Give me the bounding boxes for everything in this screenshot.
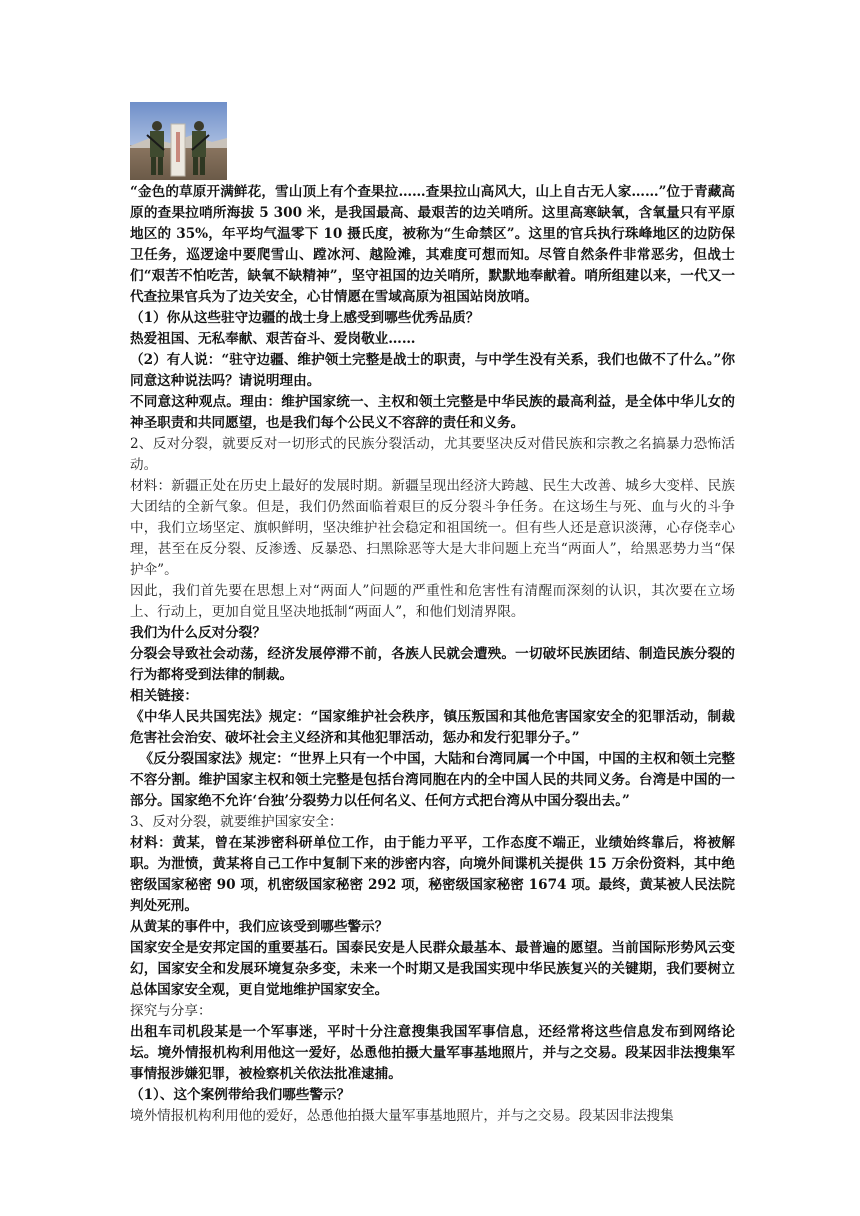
- document-body: [130, 102, 735, 1127]
- answer-why-oppose: 分裂会导致社会动荡，经济发展停滞不前，各族人民就会遭殃。一切破坏民族团结、制造民族分裂的行为都将受到法律的制裁。: [130, 646, 735, 683]
- explore-share-heading: 探究与分享：: [130, 1003, 212, 1019]
- anti-secession-law-quote: 《反分裂国家法》规定：“世界上只有一个中国，大陆和台湾同属一个中国，中国的主权和领土完整不容分割。维护国家主权和领土完整是包括台湾同胞在内的全中国人民的共同义务。台湾是中国的一部分。国家绝不允许‘台独’分裂势力以任何名义、任何方式把台湾从中国分裂出去。”: [130, 751, 735, 809]
- huang-material: 材料：黄某，曾在某涉密科研单位工作，由于能力平平，工作态度不端正，业绩始终靠后，将被解职。为泄愤，黄某将自己工作中复制下来的涉密内容，向境外间谍机关提供 15 万余份资料，其中绝密级国家秘密 90 项，机密级国家秘密 292 项，秘密级国家秘密 1674 项。最终，黄某被人民法院判处死刑。: [130, 835, 735, 914]
- two-faced-paragraph: 因此，我们首先要在思想上对“两面人”问题的严重性和危害性有清醒而深刻的认识，其次要在立场上、行动上，更加自觉且坚决地抵制“两面人”，和他们划清界限。: [130, 583, 735, 620]
- question-1: （1）你从这些驻守边疆的战士身上感受到哪些优秀品质？: [130, 310, 480, 326]
- answer-2: 不同意这种观点。理由：维护国家统一、主权和领土完整是中华民族的最高利益，是全体中华儿女的神圣职责和共同愿望，也是我们每个公民义不容辞的责任和义务。: [130, 394, 735, 431]
- material-text: “金色的草原开满鲜花，雪山顶上有个查果拉……查果拉山高风大，山上自古无人家……”位于青藏高原的查果拉哨所海拔 5 300 米，是我国最高、最艰苦的边关哨所。这里高寒缺氧，含氧量只有平原地区的 35%，年平均气温零下 10 摄氏度，被称为“生命禁区”。这里的官兵执行珠峰地区的边防保卫任务，巡逻途中要爬雪山、蹚冰河、越险滩，其难度可想而知。尽管自然条件非常恶劣，但战士们“艰苦不怕吃苦，缺氧不缺精神”，坚守祖国的边关哨所，默默地奉献着。哨所组建以来，一代又一代查拉果官兵为了边关安全，心甘情愿在雪域高原为祖国站岗放哨。: [130, 184, 735, 305]
- answer-duan: 境外情报机构利用他的爱好，怂恿他拍摄大量军事基地照片，并与之交易。段某因非法搜集: [130, 1108, 674, 1124]
- question-huang: 从黄某的事件中，我们应该受到哪些警示？: [130, 919, 389, 935]
- question-duan: （1）、这个案例带给我们哪些警示？: [130, 1087, 351, 1103]
- answer-huang: 国家安全是安邦定国的重要基石。国泰民安是人民群众最基本、最普遍的愿望。当前国际形势风云变幻，国家安全和发展环境复杂多变，未来一个时期又是我国实现中华民族复兴的关键期，我们要树立总体国家安全观，更自觉地维护国家安全。: [130, 940, 735, 998]
- answer-1: 热爱祖国、无私奉献、艰苦奋斗、爱岗敬业……: [130, 331, 416, 347]
- constitution-quote: 《中华人民共国宪法》规定：“国家维护社会秩序，镇压叛国和其他危害国家安全的犯罪活动，制裁危害社会治安、破坏社会主义经济和其他犯罪活动，惩办和发行犯罪分子。”: [130, 709, 735, 746]
- question-why-oppose: 我们为什么反对分裂？: [130, 625, 266, 641]
- xinjiang-material: 材料：新疆正处在历史上最好的发展时期。新疆呈现出经济大跨越、民生大改善、城乡大变样、民族大团结的全新气象。但是，我们仍然面临着艰巨的反分裂斗争任务。在这场生与死、血与火的斗争中，我们立场坚定、旗帜鲜明，坚决维护社会稳定和祖国统一。但有些人还是意识淡薄，心存侥幸心理，甚至在反分裂、反渗透、反暴恐、扫黑除恶等大是大非问题上充当“两面人”，给黑恶势力当“保护伞”。: [130, 478, 735, 578]
- duan-case: 出租车司机段某是一个军事迷，平时十分注意搜集我国军事信息，还经常将这些信息发布到网络论坛。境外情报机构利用他这一爱好，怂恿他拍摄大量军事基地照片，并与之交易。段某因非法搜集军事情报涉嫌犯罪，被检察机关依法批准逮捕。: [130, 1024, 735, 1082]
- question-2: （2）有人说：“驻守边疆、维护领土完整是战士的职责，与中学生没有关系，我们也做不了什么。”你同意这种说法吗？请说明理由。: [130, 352, 735, 389]
- border-soldiers-photo: [130, 102, 227, 180]
- related-links-heading: 相关链接：: [130, 688, 198, 704]
- section-3-heading: 3、反对分裂，就要维护国家安全：: [130, 814, 343, 830]
- section-2-heading: 2、反对分裂，就要反对一切形式的民族分裂活动，尤其要坚决反对借民族和宗教之名搞暴力恐怖活动。: [130, 436, 735, 473]
